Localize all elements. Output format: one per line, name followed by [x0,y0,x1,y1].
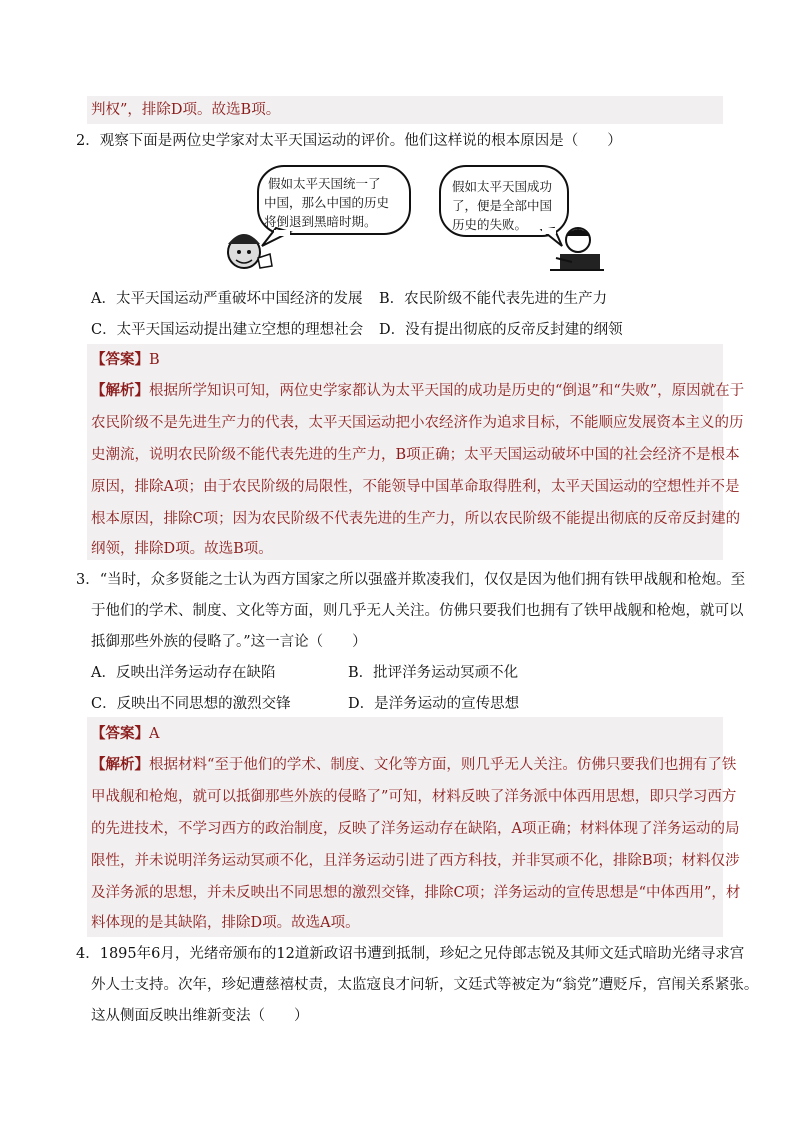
bubble-left-line-2: 中国，那么中国的历史 [264,195,390,210]
q2-analysis-line-1 [91,381,744,401]
q3-analysis-line-6: 料体现的是其缺陷，排除D项。故选A项。 [91,915,360,931]
question-4-stem-line-1: 4．1895年6月，光绪帝颁布的12道新政诏书遭到抵制，珍妃之兄侍郎志锐及其师文廷式暗助光绪寻求宫 [76,946,745,962]
q2-answer [91,350,160,370]
bubble-left-line-1: 假如太平天国统一了 [268,176,381,191]
answer-tag: 【答案】 [91,725,149,742]
q2-option-b: B．农民阶级不能代表先进的生产力 [379,291,608,307]
answer-value: B [149,352,160,368]
question-2-stem: 2．观察下面是两位史学家对太平天国运动的评价。他们这样说的根本原因是（ ） [76,133,622,149]
q3-answer [91,724,159,744]
answer-tag: 【答案】 [91,351,149,368]
question-4-stem-line-3: 这从侧面反映出维新变法（ ） [91,1008,309,1024]
q3-analysis-line-5: 及洋务派的思想，并未反映出不同思想的激烈交锋，排除C项；洋务运动的宣传思想是“中体西用”，材 [91,885,741,901]
q3-option-b: B．批评洋务运动冥顽不化 [348,665,519,681]
analysis-tag: 【解析】 [91,756,149,773]
q3-analysis-line-4: 限性，并未说明洋务运动冥顽不化，且洋务运动引进了西方科技，并非冥顽不化，排除B项；材料仅涉 [91,853,740,869]
analysis-tag: 【解析】 [91,382,149,399]
q2-analysis-line-2: 农民阶级不是先进生产力的代表，太平天国运动把小农经济作为追求目标，不能顺应发展资本主义的历 [91,415,744,431]
bubble-right-line-3: 历史的失败。 [452,217,528,232]
q2-analysis-line-3: 史潮流，说明农民阶级不能代表先进的生产力，B项正确；太平天国运动破坏中国的社会经济不是根本 [91,447,740,463]
question-3-stem-line-1: 3．“当时，众多贤能之士认为西方国家之所以强盛并欺凌我们，仅仅是因为他们拥有铁甲战舰和枪炮。至 [76,572,746,588]
answer-value: A [149,726,160,742]
q2-analysis-line-4: 原因，排除A项；由于农民阶级的局限性，不能领导中国革命取得胜利，太平天国运动的空想性并不是 [91,479,740,495]
bubble-right-line-1: 假如太平天国成功 [452,179,553,194]
bubble-left-line-3: 将倒退到黑暗时期。 [264,214,377,229]
question-3-stem-line-2: 于他们的学术、制度、文化等方面，则几乎无人关注。仿佛只要我们也拥有了铁甲战舰和枪炮，就可以 [91,603,744,619]
analysis-text: 根据所学知识可知，两位史学家都认为太平天国的成功是历史的“倒退”和“失败”，原因就在于 [149,383,745,399]
q2-option-c: C．太平天国运动提出建立空想的理想社会 [91,322,364,338]
prev-analysis-tail: 判权”，排除D项。故选B项。 [91,102,281,118]
q2-analysis-line-5: 根本原因，排除C项；因为农民阶级不代表先进的生产力，所以农民阶级不能提出彻底的反帝反封建的 [91,511,741,527]
q2-analysis-line-6: 纲领，排除D项。故选B项。 [91,541,273,557]
q3-analysis-line-2: 甲战舰和枪炮，就可以抵御那些外族的侵略了”可知，材料反映了洋务派中体西用思想，即只学习西方 [91,789,737,805]
bubble-right-line-2: 了，便是全部中国 [452,198,553,213]
q3-option-d: D．是洋务运动的宣传思想 [348,696,520,712]
q3-option-c: C．反映出不同思想的激烈交锋 [91,696,291,712]
analysis-text: 根据材料“至于他们的学术、制度、文化等方面，则几乎无人关注。仿佛只要我们也拥有了铁 [149,757,737,773]
q3-option-a: A．反映出洋务运动存在缺陷 [91,665,276,681]
q3-analysis-line-1 [91,755,736,775]
question-4-stem-line-2: 外人士支持。次年，珍妃遭慈禧杖责，太监寇良才问斩，文廷式等被定为“翁党”遭贬斥，宫闱关系紧张。 [91,977,759,993]
question-3-stem-line-3: 抵御那些外族的侵略了。”这一言论（ ） [91,634,367,650]
q2-option-d: D．没有提出彻底的反帝反封建的纲领 [379,322,623,338]
q2-option-a: A．太平天国运动严重破坏中国经济的发展 [91,291,363,307]
q3-analysis-line-3: 的先进技术，不学习西方的政治制度，反映了洋务运动存在缺陷，A项正确；材料体现了洋务运动的局 [91,821,740,837]
